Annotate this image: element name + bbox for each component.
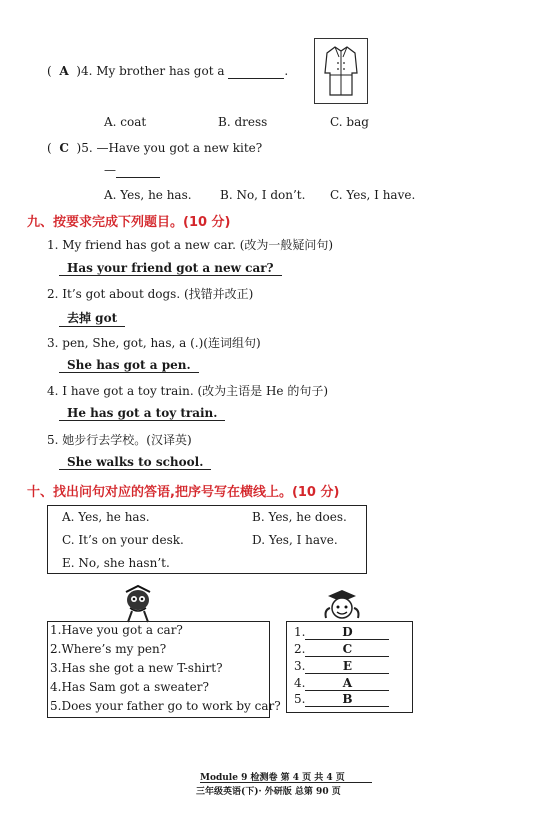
q5-answer: C — [59, 141, 69, 155]
s10-question-3: 3.Has she got a new T-shirt? — [50, 661, 223, 675]
s10-answer-5 — [294, 692, 389, 707]
s9-q4: 4. I have got a toy train. (改为主语是 He 的句子) — [47, 384, 329, 398]
q5-option-c: C. Yes, I have. — [330, 188, 416, 202]
q5-option-a: A. Yes, he has. — [104, 188, 192, 202]
s9-a2-text: 去掉 got — [59, 309, 125, 327]
s10-answer-3 — [294, 659, 389, 674]
footer-line-2: 三年级英语(下)· 外研版 总第 90 页 — [196, 787, 341, 797]
q5-option-b: B. No, I don’t. — [220, 188, 306, 202]
s10-question-5: 5.Does your father go to work by car? — [50, 699, 281, 713]
s9-a2 — [59, 309, 125, 327]
s9-a5 — [59, 455, 211, 470]
s9-q1: 1. My friend has got a new car. (改为一般疑问句) — [47, 238, 334, 252]
s10-answer-5-value: B — [305, 692, 389, 707]
s10-answer-2-num: 2. — [294, 642, 306, 656]
coat-picture — [314, 38, 368, 104]
s10-option-d: D. Yes, I have. — [252, 533, 338, 547]
s9-q2: 2. It’s got about dogs. (找错并改正) — [47, 287, 254, 301]
s10-answer-5-num: 5. — [294, 692, 306, 706]
section10-title: 十、找出问句对应的答语,把序号写在横线上。(10 分) — [27, 485, 340, 500]
s9-a5-text: She walks to school. — [59, 455, 211, 470]
s10-answer-4-value: A — [305, 676, 389, 691]
q5-text: )5. —Have you got a new kite? — [76, 141, 263, 155]
s9-q3: 3. pen, She, got, has, a (.)(连词组句) — [47, 336, 261, 350]
s9-a3 — [59, 358, 199, 373]
s10-answer-1-value: D — [305, 625, 389, 640]
coat-icon — [315, 39, 367, 103]
q5-row: ( C )5. —Have you got a new kite? — [47, 141, 263, 155]
q5-reply — [104, 163, 160, 178]
s10-answer-3-value: E — [305, 659, 389, 674]
s10-answer-2-value: C — [305, 642, 389, 657]
q4-row: ( A )4. My brother has got a . — [47, 64, 289, 78]
s10-option-a: A. Yes, he has. — [62, 510, 150, 524]
s10-answer-1-num: 1. — [294, 625, 306, 639]
footer-line-1: Module 9 检测卷 第 4 页 共 4 页 — [200, 773, 345, 783]
section9-title: 九、按要求完成下列题目。(10 分) — [27, 215, 231, 230]
q4-option-b: B. dress — [218, 115, 268, 129]
s10-option-b: B. Yes, he does. — [252, 510, 347, 524]
s10-option-e: E. No, she hasn’t. — [62, 556, 170, 570]
s10-question-4: 4.Has Sam got a sweater? — [50, 680, 209, 694]
s9-a1 — [59, 261, 282, 276]
s10-answer-1 — [294, 625, 389, 640]
q5-blank — [116, 163, 160, 178]
s10-answer-3-num: 3. — [294, 659, 306, 673]
q4-text: )4. My brother has got a — [76, 64, 225, 78]
q4-blank — [228, 64, 284, 79]
q5-dash: — — [104, 163, 116, 177]
q4-answer: A — [59, 64, 69, 78]
s9-a3-text: She has got a pen. — [59, 358, 199, 373]
s10-question-1: 1.Have you got a car? — [50, 623, 183, 637]
s10-answer-4-num: 4. — [294, 676, 306, 690]
s9-a4 — [59, 406, 225, 421]
s10-answer-2 — [294, 642, 389, 657]
s9-a1-text: Has your friend got a new car? — [59, 261, 282, 276]
s10-option-c: C. It’s on your desk. — [62, 533, 184, 547]
footer-divider — [200, 782, 372, 783]
q4-option-c: C. bag — [330, 115, 369, 129]
q4-option-a: A. coat — [104, 115, 147, 129]
s10-answer-4 — [294, 676, 389, 691]
s10-question-2: 2.Where’s my pen? — [50, 642, 167, 656]
s9-a4-text: He has got a toy train. — [59, 406, 225, 421]
s9-q5: 5. 她步行去学校。(汉译英) — [47, 433, 192, 447]
